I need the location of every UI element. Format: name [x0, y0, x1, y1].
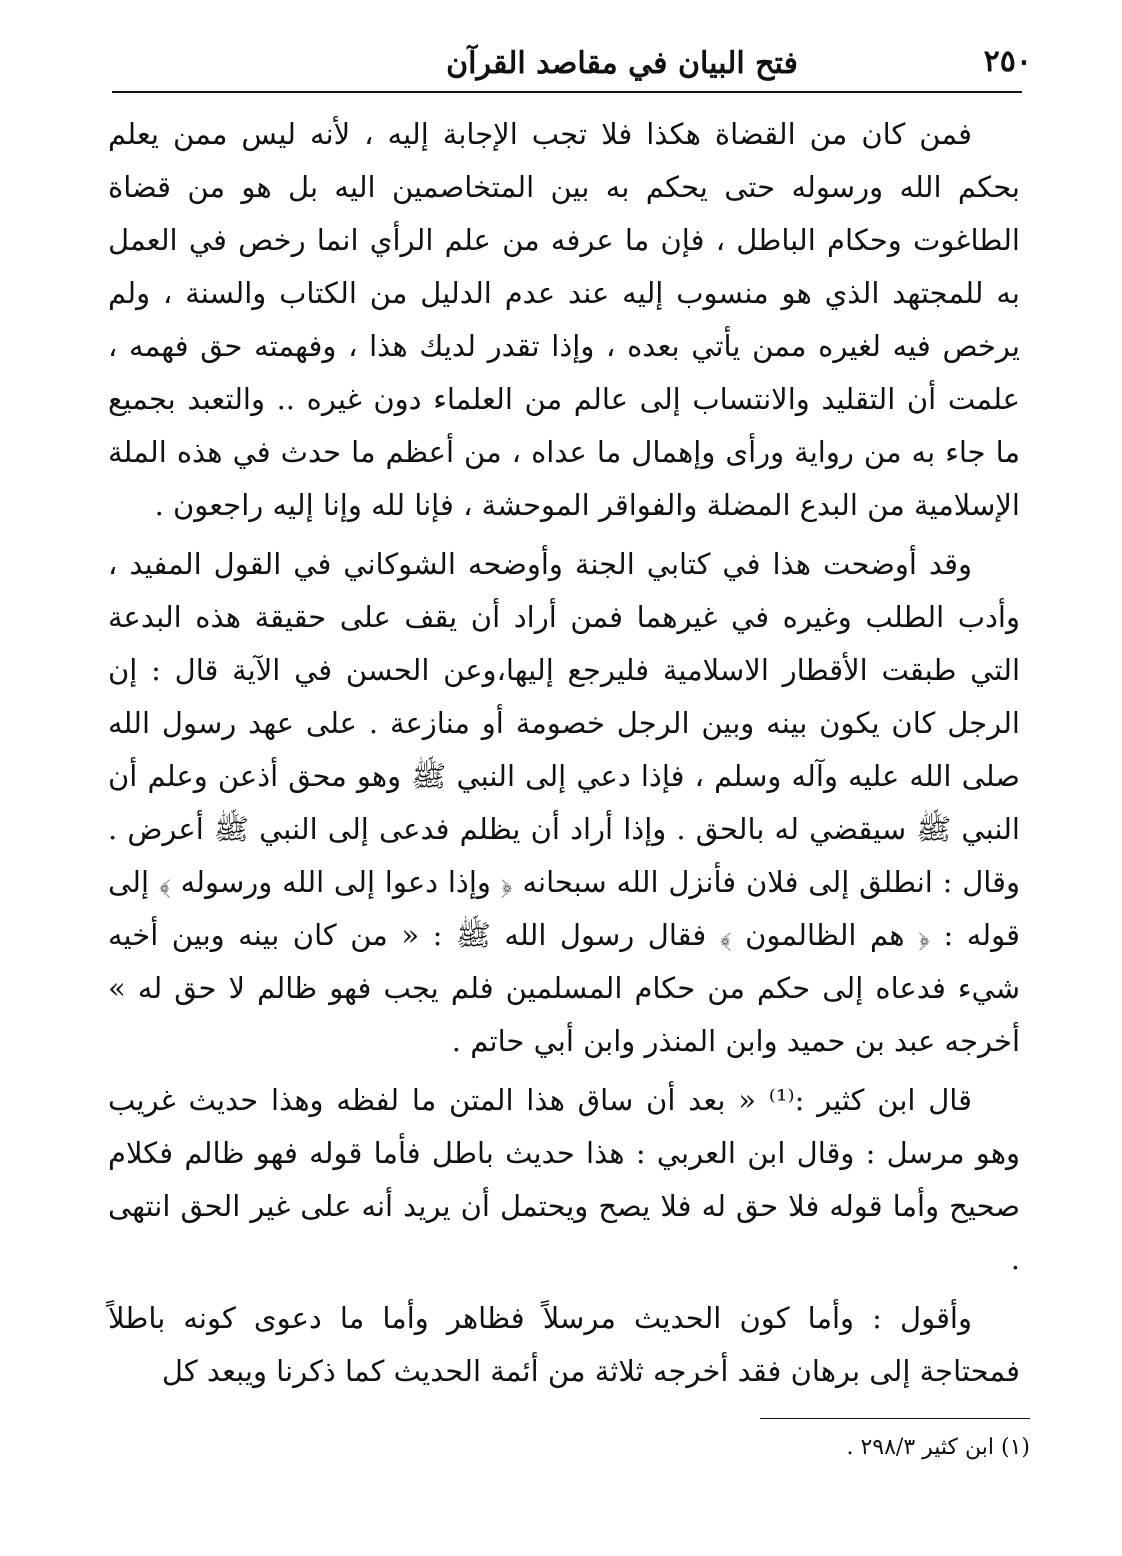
page-number: ٢٥٠ [983, 44, 1032, 79]
footnote-rule [760, 1418, 1030, 1419]
header-rule [112, 91, 1022, 93]
paragraph: فمن كان من القضاة هكذا فلا تجب الإجابة إليه ، لأنه ليس ممن يعلم بحكم الله ورسوله حتى يحكم به بين المتخاصمين اليه بل هو من قضاة الطاغوت وحكام الباطل ، فإن ما عرفه من علم الرأي انما رخص في العمل به للمجتهد الذي هو منسوب إليه عند عدم الدليل من الكتاب والسنة ، ولم يرخص فيه لغيره ممن يأتي بعده ، وإذا تقدر لديك هذا ، وفهمته حق فهمه ، علمت أن التقليد والانتساب إلى عالم من العلماء دون غيره .. والتعبد بجميع ما جاء به من رواية ورأى وإهمال ما عداه ، من أعظم ما حدث في هذه الملة الإسلامية من البدع المضلة والفواقر الموحشة ، فإنا لله وإنا إليه راجعون . [108, 117, 1020, 522]
paragraph: قال ابن كثير :⁽¹⁾ « بعد أن ساق هذا المتن ما لفظه وهذا حديث غريب وهو مرسل : وقال ابن العربي : هذا حديث باطل فأما قوله فهو ظالم فكلام صحيح وأما قوله فلا حق له فلا يصح ويحتمل أن يريد أنه على غير الحق انتهى . [108, 1083, 1020, 1276]
paragraph: وأقول : وأما كون الحديث مرسلاً فظاهر وأما ما دعوى كونه باطلاً فمحتاجة إلى برهان فقد أخرجه ثلاثة من أئمة الحديث كما ذكرنا ويبعد كل [108, 1301, 1020, 1388]
paragraph: وقد أوضحت هذا في كتابي الجنة وأوضحه الشوكاني في القول المفيد ، وأدب الطلب وغيره في غيرهما فمن أراد أن يقف على حقيقة هذه البدعة التي طبقت الأقطار الاسلامية فليرجع إليها،وعن الحسن في الآية قال : إن الرجل كان يكون بينه وبين الرجل خصومة أو منازعة . على عهد رسول الله صلى الله عليه وآله وسلم ، فإذا دعي إلى النبي ﷺ وهو محق أذعن وعلم أن النبي ﷺ سيقضي له بالحق . وإذا أراد أن يظلم فدعى إلى النبي ﷺ أعرض . وقال : انطلق إلى فلان فأنزل الله سبحانه ﴿ وإذا دعوا إلى الله ورسوله ﴾ إلى قوله : ﴿ هم الظالمون ﴾ فقال رسول الله ﷺ : « من كان بينه وبين أخيه شيء فدعاه إلى حكم من حكام المسلمين فلم يجب فهو ظالم لا حق له » أخرجه عبد بن حميد وابن المنذر وابن أبي حاتم . [108, 547, 1020, 1058]
footnote: (١) ابن كثير ٢٩٨/٣ . [846, 1435, 1030, 1460]
running-title: فتح البيان في مقاصد القرآن [446, 46, 798, 81]
body-text [108, 108, 1020, 1398]
page-header [112, 38, 1032, 94]
